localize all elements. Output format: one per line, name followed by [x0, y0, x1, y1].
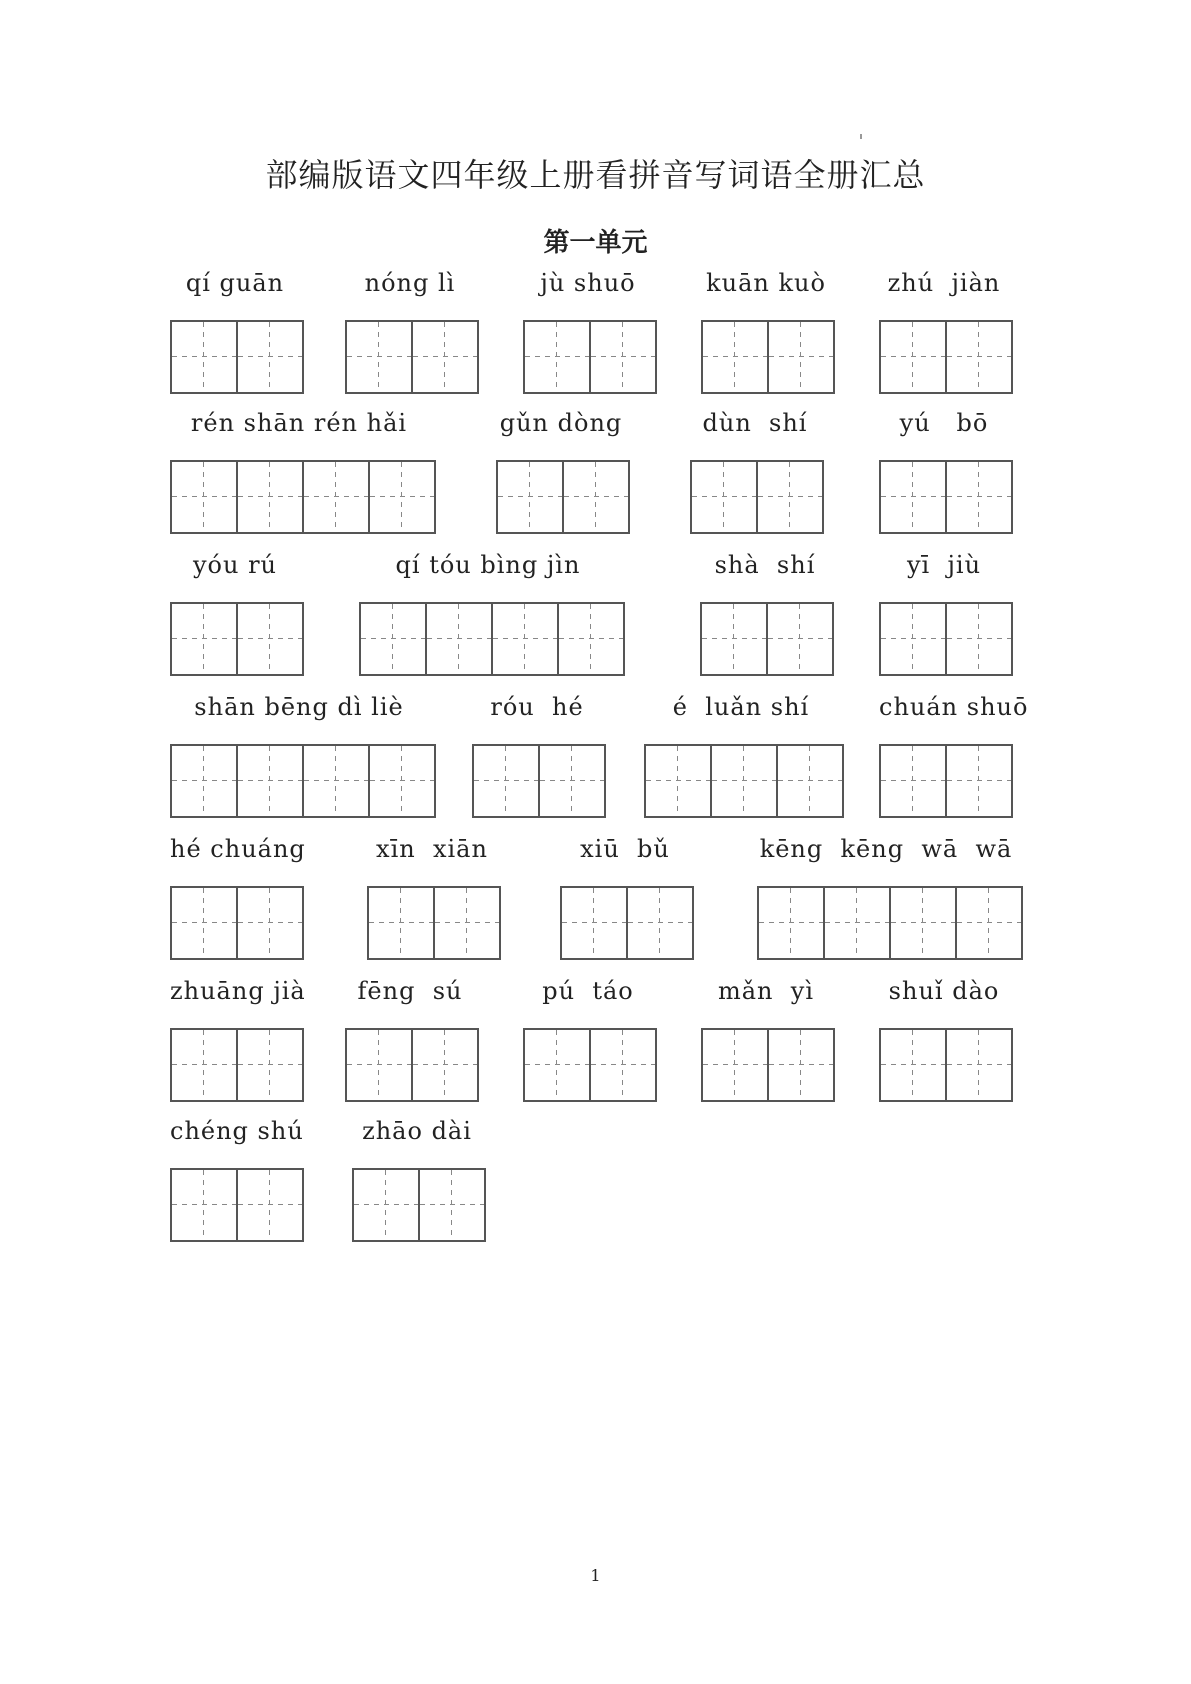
pinyin-label: zhú jiàn: [887, 269, 1001, 297]
writing-cell[interactable]: [238, 602, 304, 676]
document-title: 部编版语文四年级上册看拼音写词语全册汇总: [265, 156, 926, 194]
tianzige-grid: [644, 744, 844, 818]
writing-cell[interactable]: [370, 744, 436, 818]
tianzige-grid: [757, 886, 1023, 960]
writing-cell[interactable]: [170, 744, 238, 818]
writing-cell[interactable]: [370, 460, 436, 534]
writing-cell[interactable]: [879, 744, 947, 818]
pinyin-label: chuán shuō: [879, 693, 1029, 721]
pinyin-label: zhāo dài: [362, 1117, 472, 1145]
writing-cell[interactable]: [170, 460, 238, 534]
writing-cell[interactable]: [170, 320, 238, 394]
exercise-row: [0, 692, 1191, 792]
unit-heading: 第一单元: [543, 228, 648, 258]
tianzige-grid: [701, 320, 835, 394]
tianzige-grid: [700, 602, 834, 676]
writing-cell[interactable]: [591, 1028, 657, 1102]
writing-cell[interactable]: [496, 460, 564, 534]
writing-cell[interactable]: [957, 886, 1023, 960]
exercise-row: [0, 408, 1191, 508]
writing-cell[interactable]: [758, 460, 824, 534]
writing-cell[interactable]: [345, 320, 413, 394]
writing-cell[interactable]: [472, 744, 540, 818]
writing-cell[interactable]: [420, 1168, 486, 1242]
writing-cell[interactable]: [238, 320, 304, 394]
tianzige-grid: [472, 744, 606, 818]
writing-cell[interactable]: [238, 744, 304, 818]
writing-cell[interactable]: [359, 602, 427, 676]
writing-cell[interactable]: [879, 320, 947, 394]
writing-cell[interactable]: [701, 320, 769, 394]
pinyin-label: yī jiù: [906, 551, 982, 579]
writing-cell[interactable]: [700, 602, 768, 676]
tianzige-grid: [170, 460, 436, 534]
tianzige-grid: [170, 1028, 304, 1102]
pinyin-label: fēng sú: [357, 977, 463, 1005]
pinyin-label: shuǐ dào: [888, 977, 1000, 1005]
pinyin-label: rén shān rén hǎi: [190, 409, 408, 437]
writing-cell[interactable]: [238, 1028, 304, 1102]
writing-cell[interactable]: [304, 744, 370, 818]
writing-cell[interactable]: [757, 886, 825, 960]
pinyin-label: chéng shú: [170, 1117, 304, 1145]
writing-cell[interactable]: [523, 320, 591, 394]
writing-cell[interactable]: [238, 886, 304, 960]
tianzige-grid: [879, 1028, 1013, 1102]
pinyin-label: zhuāng jià: [170, 977, 306, 1005]
pinyin-label: kēng kēng wā wā: [759, 835, 1013, 863]
exercise-row: [0, 268, 1191, 368]
tianzige-grid: [352, 1168, 486, 1242]
tianzige-grid: [879, 602, 1013, 676]
writing-cell[interactable]: [628, 886, 694, 960]
exercise-row: [0, 550, 1191, 650]
pinyin-label: kuān kuò: [706, 269, 826, 297]
pinyin-label: é luǎn shí: [672, 693, 810, 721]
pinyin-label: nóng lì: [364, 269, 456, 297]
writing-cell[interactable]: [769, 320, 835, 394]
writing-cell[interactable]: [493, 602, 559, 676]
writing-cell[interactable]: [564, 460, 630, 534]
writing-cell[interactable]: [238, 1168, 304, 1242]
writing-cell[interactable]: [238, 460, 304, 534]
writing-cell[interactable]: [540, 744, 606, 818]
pinyin-label: mǎn yì: [717, 977, 814, 1005]
tianzige-grid: [523, 1028, 657, 1102]
tianzige-grid: [359, 602, 625, 676]
pinyin-label: hé chuáng: [170, 835, 306, 863]
pinyin-label: shān bēng dì liè: [194, 693, 404, 721]
page-number: 1: [590, 1566, 601, 1585]
pinyin-label: pú táo: [542, 977, 634, 1005]
pinyin-label: qí tóu bìng jìn: [395, 551, 581, 579]
writing-cell[interactable]: [879, 602, 947, 676]
scan-mark: [860, 134, 862, 139]
tianzige-grid: [690, 460, 824, 534]
writing-cell[interactable]: [712, 744, 778, 818]
writing-cell[interactable]: [413, 320, 479, 394]
writing-cell[interactable]: [769, 1028, 835, 1102]
writing-cell[interactable]: [947, 744, 1013, 818]
pinyin-label: jù shuō: [540, 269, 636, 297]
pinyin-label: gǔn dòng: [499, 409, 623, 437]
writing-cell[interactable]: [891, 886, 957, 960]
writing-cell[interactable]: [304, 460, 370, 534]
pinyin-label: xīn xiān: [376, 835, 488, 863]
pinyin-label: shà shí: [714, 551, 816, 579]
writing-cell[interactable]: [644, 744, 712, 818]
tianzige-grid: [496, 460, 630, 534]
pinyin-label: yóu rú: [192, 551, 278, 579]
writing-cell[interactable]: [427, 602, 493, 676]
writing-cell[interactable]: [947, 320, 1013, 394]
pinyin-label: dùn shí: [702, 409, 808, 437]
writing-cell[interactable]: [560, 886, 628, 960]
writing-cell[interactable]: [367, 886, 435, 960]
writing-cell[interactable]: [701, 1028, 769, 1102]
exercise-row: [0, 1116, 1191, 1216]
tianzige-grid: [879, 460, 1013, 534]
writing-cell[interactable]: [825, 886, 891, 960]
writing-cell[interactable]: [170, 886, 238, 960]
writing-cell[interactable]: [523, 1028, 591, 1102]
writing-cell[interactable]: [170, 1168, 238, 1242]
exercise-row: [0, 834, 1191, 934]
writing-cell[interactable]: [778, 744, 844, 818]
writing-cell[interactable]: [690, 460, 758, 534]
pinyin-label: róu hé: [490, 693, 584, 721]
tianzige-grid: [879, 744, 1013, 818]
writing-cell[interactable]: [591, 320, 657, 394]
tianzige-grid: [170, 744, 436, 818]
tianzige-grid: [560, 886, 694, 960]
writing-cell[interactable]: [352, 1168, 420, 1242]
writing-cell[interactable]: [435, 886, 501, 960]
writing-cell[interactable]: [170, 1028, 238, 1102]
writing-cell[interactable]: [879, 460, 947, 534]
writing-cell[interactable]: [947, 460, 1013, 534]
tianzige-grid: [345, 320, 479, 394]
writing-cell[interactable]: [559, 602, 625, 676]
tianzige-grid: [701, 1028, 835, 1102]
writing-cell[interactable]: [170, 602, 238, 676]
tianzige-grid: [170, 1168, 304, 1242]
writing-cell[interactable]: [947, 602, 1013, 676]
writing-cell[interactable]: [947, 1028, 1013, 1102]
exercise-row: [0, 976, 1191, 1076]
pinyin-label: yú bō: [899, 409, 989, 437]
writing-cell[interactable]: [879, 1028, 947, 1102]
pinyin-label: qí guān: [185, 269, 285, 297]
writing-cell[interactable]: [768, 602, 834, 676]
tianzige-grid: [345, 1028, 479, 1102]
tianzige-grid: [523, 320, 657, 394]
writing-cell[interactable]: [413, 1028, 479, 1102]
tianzige-grid: [170, 602, 304, 676]
pinyin-label: xiū bǔ: [580, 835, 670, 863]
tianzige-grid: [367, 886, 501, 960]
tianzige-grid: [879, 320, 1013, 394]
writing-cell[interactable]: [345, 1028, 413, 1102]
tianzige-grid: [170, 886, 304, 960]
tianzige-grid: [170, 320, 304, 394]
